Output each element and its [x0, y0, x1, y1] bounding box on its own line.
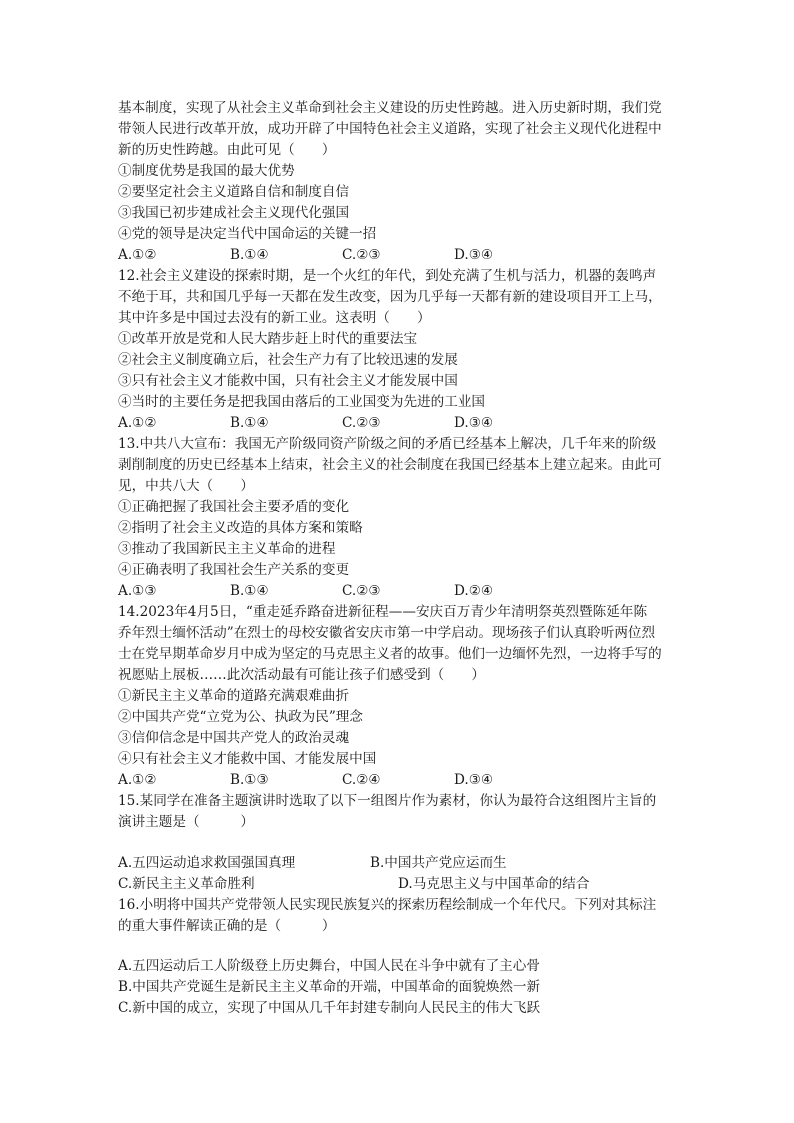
q15-option-b: B.中国共产党应运而生 [370, 855, 507, 871]
q14-option-a: A.①② [118, 772, 157, 788]
q12-item: ④当时的主要任务是把我国由落后的工业国变为先进的工业国 [118, 394, 486, 410]
q12-item: ①改革开放是党和人民大踏步赶上时代的重要法宝 [118, 331, 418, 347]
q16-option-c: C.新中国的成立，实现了中国从几千年封建专制向人民民主的伟大飞跃 [118, 1000, 541, 1016]
q11-item: ①制度优势是我国的最大优势 [118, 163, 295, 179]
q14-item: ④只有社会主义才能救中国、才能发展中国 [118, 751, 377, 767]
q15-option-c: C.新民主主义革命胜利 [118, 876, 255, 892]
q14-option-d: D.③④ [454, 772, 494, 788]
q11-item: ②要坚定社会主义道路自信和制度自信 [118, 184, 350, 200]
q11-stem-line: 新的历史性跨越。由此可见（ ） [118, 142, 336, 158]
q14-item: ③信仰信念是中国共产党人的政治灵魂 [118, 730, 350, 746]
q13-option-c: C.②③ [342, 583, 381, 599]
q13-item: ②指明了社会主义改造的具体方案和策略 [118, 520, 363, 536]
q11-item: ③我国已初步建成社会主义现代化强国 [118, 205, 350, 221]
q13-option-d: D.②④ [454, 583, 494, 599]
q14-item: ①新民主主义革命的道路充满艰难曲折 [118, 688, 350, 704]
q11-stem-line: 基本制度，实现了从社会主义革命到社会主义建设的历史性跨越。进入历史新时期，我们党 [118, 100, 662, 116]
q12-stem-line: 不绝于耳，共和国几乎每一天都在发生改变，因为几乎每一天都有新的建设项目开工上马， [118, 289, 662, 305]
q12-item: ③只有社会主义才能救中国，只有社会主义才能发展中国 [118, 373, 458, 389]
q12-option-a: A.①② [118, 415, 157, 431]
q11-option-d: D.③④ [454, 247, 494, 263]
q15-option-a: A.五四运动追求救国强国真理 [118, 855, 296, 871]
q13-item: ③推动了我国新民主主义革命的进程 [118, 541, 336, 557]
q13-stem-line: 剥削制度的历史已经基本上结束，社会主义的社会制度在我国已经基本上建立起来。由此可 [118, 457, 662, 473]
q14-option-b: B.①③ [230, 772, 269, 788]
q11-stem-line: 带领人民进行改革开放，成功开辟了中国特色社会主义道路，实现了社会主义现代化进程中 [118, 121, 662, 137]
q13-option-b: B.①④ [230, 583, 269, 599]
q13-stem-line: 见，中共八大（ ） [118, 478, 254, 494]
q14-stem-line: 乔年烈士缅怀活动”在烈士的母校安徽省安庆市第一中学启动。现场孩子们认真聆听两位烈 [118, 625, 656, 641]
q14-stem-line: 14.2023年4月5日，“重走延乔路奋进新征程——安庆百万青少年清明祭英烈暨陈延年陈 [118, 604, 648, 620]
q13-stem-line: 13.中共八大宣布：我国无产阶级同资产阶级之间的矛盾已经基本上解决，几千年来的阶级 [118, 436, 657, 452]
q12-option-d: D.③④ [454, 415, 494, 431]
q11-item: ④党的领导是决定当代中国命运的关键一招 [118, 226, 377, 242]
q11-option-a: A.①② [118, 247, 157, 263]
q12-stem-line: 12.社会主义建设的探索时期，是一个火红的年代，到处充满了生机与活力，机器的轰鸣声 [118, 268, 657, 284]
q12-item: ②社会主义制度确立后，社会生产力有了比较迅速的发展 [118, 352, 458, 368]
q14-stem-line: 祝愿贴上展板……此次活动最有可能让孩子们感受到（ ） [118, 667, 486, 683]
q16-option-a: A.五四运动后工人阶级登上历史舞台，中国人民在斗争中就有了主心骨 [118, 958, 540, 974]
q14-stem-line: 士在党早期革命岁月中成为坚定的马克思主义者的故事。他们一边缅怀先烈，一边将手写的 [118, 646, 662, 662]
q11-option-b: B.①④ [230, 247, 269, 263]
q13-option-a: A.①③ [118, 583, 157, 599]
q15-stem-line: 演讲主题是（ ） [118, 814, 254, 830]
q11-option-c: C.②③ [342, 247, 381, 263]
q14-item: ②中国共产党“立党为公、执政为民”理念 [118, 709, 363, 725]
q13-item: ①正确把握了我国社会主要矛盾的变化 [118, 499, 350, 515]
q16-stem-line: 的重大事件解读正确的是（ ） [118, 918, 336, 934]
q16-stem-line: 16.小明将中国共产党带领人民实现民族复兴的探索历程绘制成一个年代尺。下列对其标注 [118, 897, 657, 913]
q15-option-d: D.马克思主义与中国革命的结合 [398, 876, 590, 892]
q15-stem-line: 15.某同学在准备主题演讲时选取了以下一组图片作为素材，你认为最符合这组图片主旨的 [118, 793, 657, 809]
q16-option-b: B.中国共产党诞生是新民主主义革命的开端，中国革命的面貌焕然一新 [118, 979, 541, 995]
q13-item: ④正确表明了我国社会生产关系的变更 [118, 562, 350, 578]
q14-option-c: C.②④ [342, 772, 381, 788]
q12-stem-line: 其中许多是中国过去没有的新工业。这表明（ ） [118, 310, 431, 326]
q12-option-c: C.②③ [342, 415, 381, 431]
q12-option-b: B.①④ [230, 415, 269, 431]
